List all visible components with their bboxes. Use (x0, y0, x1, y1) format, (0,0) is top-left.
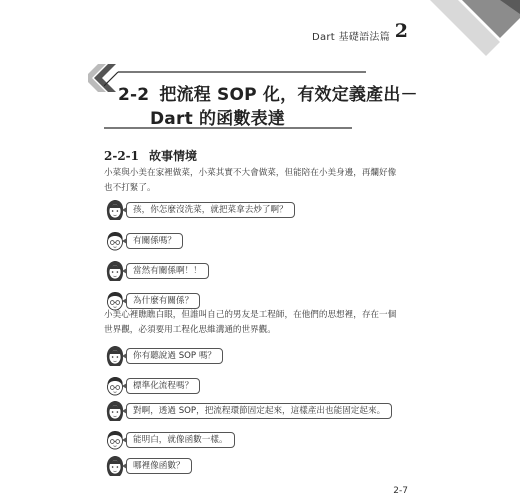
section-number: 2-2 (118, 85, 150, 105)
chapter-number: 2 (394, 20, 408, 42)
corner-decoration (400, 0, 520, 60)
dialogue-line (104, 345, 404, 367)
speech-bubble: 有關係嗎？ (126, 233, 183, 249)
paragraph-worldview: 小美心裡瞧瞧白眼，但誰叫自己的男友是工程師，在他們的思想裡，存在一個世界觀，必須要用工程化思維溝通的世界觀。 (104, 310, 397, 335)
section-title-line1 (118, 80, 418, 105)
dialogue-line (104, 199, 404, 221)
subsection-title: 故事情境 (149, 149, 198, 163)
subsection-heading (104, 147, 197, 164)
speech-bubble: 對啊，透過 SOP，把流程環節固定起來，這樣產出也能固定起來。 (126, 403, 392, 419)
speech-bubble: 為什麼有關係？ (126, 293, 200, 309)
page-number: 2-7 (393, 486, 408, 496)
dialogue-line (104, 260, 404, 282)
subsection-number: 2-2-1 (104, 149, 140, 163)
dialogue-line (104, 455, 404, 477)
dialogue-line (104, 375, 404, 397)
speech-bubble: 標準化流程嗎？ (126, 378, 200, 394)
dialogue-line (104, 429, 404, 451)
speech-bubble: 你有聽說過 SOP 嗎？ (126, 348, 223, 364)
section-title-line2: Dart 的函數表達 (150, 109, 286, 129)
dialogue-line (104, 400, 404, 422)
speech-bubble: 孩，你怎麼沒洗菜，就把菜拿去炒了啊？ (126, 202, 295, 218)
speech-bubble: 能明白，就像函數一樣。 (126, 432, 235, 448)
chapter-label: Dart 基礎語法篇 (311, 32, 390, 43)
speech-bubble: 哪裡像函數？ (126, 458, 192, 474)
paragraph-intro: 小菜與小美在家裡做菜，小菜其實不大會做菜，但能陪在小美身邊，再爛好像也不打緊了。 (104, 168, 397, 193)
section-title-text1: 把流程 SOP 化，有效定義產出－ (159, 85, 418, 105)
speech-bubble: 當然有關係啊！！ (126, 263, 209, 279)
dialogue-line (104, 230, 404, 252)
